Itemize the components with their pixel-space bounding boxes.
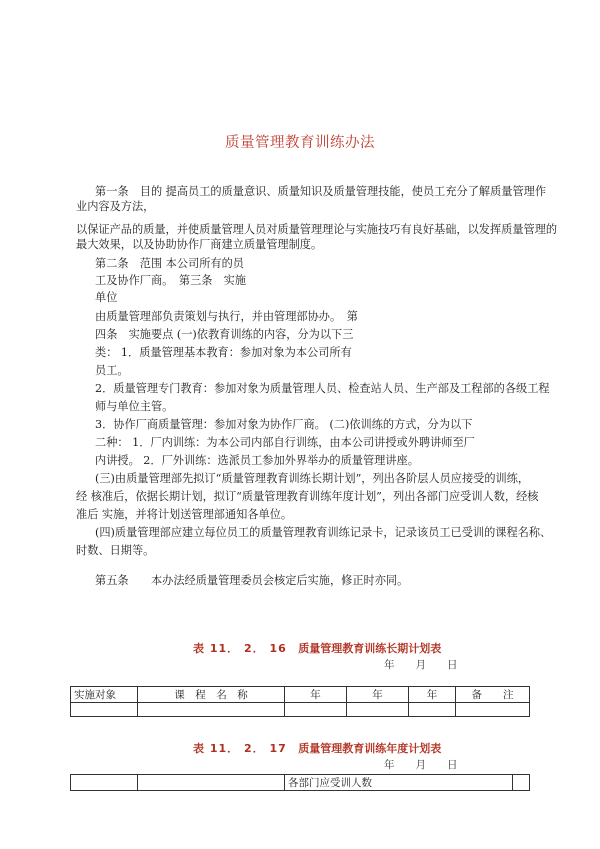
paragraph-line: 类： 1．质量管理基本教育：参加对象为本公司所有 [95,346,352,359]
paragraph-line: 师与单位主管。 [95,400,174,413]
paragraph-line: 单位 [95,291,118,304]
table2-date: 年 月 日 [384,759,458,771]
table1-caption [193,640,441,656]
table2-caption-number: 表 11． 2． 17 [193,742,287,755]
table-cell[interactable] [285,703,347,717]
long-term-plan-table [70,686,530,717]
paragraph-line: 业内容及方法， [76,200,155,213]
paragraph-line: 以保证产品的质量，并使质量管理人员对质量管理理论与实施技巧有良好基础，以发挥质量管理的 [76,223,558,236]
table-cell[interactable] [71,775,138,791]
document-title: 质量管理教育训练办法 [225,135,375,151]
table-header-row [71,775,530,791]
paragraph-line: 经 核准后，依据长期计划，拟订“质量管理教育训练年度计划”，列出各部门应受训人数，经核 [76,490,539,503]
paragraph-line: 第二条 范围 本公司所有的员 [95,257,244,270]
table-cell[interactable] [409,703,456,717]
table-cell[interactable] [347,703,409,717]
table2-caption [193,740,441,756]
header-cell: 实施对象 [71,687,138,703]
table1-caption-number: 表 11． 2． 16 [193,642,287,655]
paragraph-line: (三)由质量管理部先拟订“质量管理教育训练长期计划”，列出各阶层人员应接受的训练， [95,472,530,485]
paragraph-line: 时数、日期等。 [76,544,155,557]
paragraph-line: 最大效果，以及协助协作厂商建立质量管理制度。 [76,238,323,251]
header-cell: 课 程 名 称 [138,687,285,703]
table-cell[interactable] [71,703,138,717]
header-cell: 年 [285,687,347,703]
paragraph-line: 内讲授。 2．厂外训练：选派员工参加外界举办的质量管理讲座。 [95,454,419,467]
header-cell: 备 注 [456,687,530,703]
paragraph-line: 四条 实施要点 (一)依教育训练的内容，分为以下三 [95,328,354,341]
table1-date: 年 月 日 [384,659,458,671]
table-cell[interactable] [138,703,285,717]
table-cell[interactable] [138,775,285,791]
paragraph-line: 工及协作厂商。 第三条 实施 [95,274,247,287]
paragraph-line: 二种： 1．厂内训练：为本公司内部自行训练，由本公司讲授或外聘讲师至厂 [95,436,475,449]
table-header-row [71,687,530,703]
table-cell[interactable] [456,703,530,717]
paragraph-line: (四)质量管理部应建立每位员工的质量管理教育训练记录卡，记录该员工已受训的课程名称、 [95,526,552,539]
table1-caption-title: 质量管理教育训练长期计划表 [298,642,442,655]
paragraph-line: 第一条 目的 提高员工的质量意识、质量知识及质量管理技能，使员工充分了解质量管理作 [95,185,547,198]
table-row [71,703,530,717]
table2-caption-title: 质量管理教育训练年度计划表 [298,742,442,755]
paragraph-line: 员工。 [95,364,129,377]
paragraph-line: 准后 实施，并将计划送管理部通知各单位。 [76,508,293,521]
table-cell[interactable] [512,775,530,791]
header-cell: 年 [409,687,456,703]
annual-plan-table [70,774,530,791]
header-cell: 年 [347,687,409,703]
paragraph-line: 2．质量管理专门教育：参加对象为质量管理人员、检查站人员、生产部及工程部的各级工程 [95,382,550,395]
paragraph-line: 第五条 本办法经质量管理委员会核定后实施，修正时亦同。 [95,574,409,587]
paragraph-line: 3．协作厂商质量管理：参加对象为协作厂商。 (二)依训练的方式，分为以下 [95,418,473,431]
header-cell: 各部门应受训人数 [285,775,513,791]
paragraph-line: 由质量管理部负责策划与执行，并由管理部协办。 第 [95,310,358,323]
